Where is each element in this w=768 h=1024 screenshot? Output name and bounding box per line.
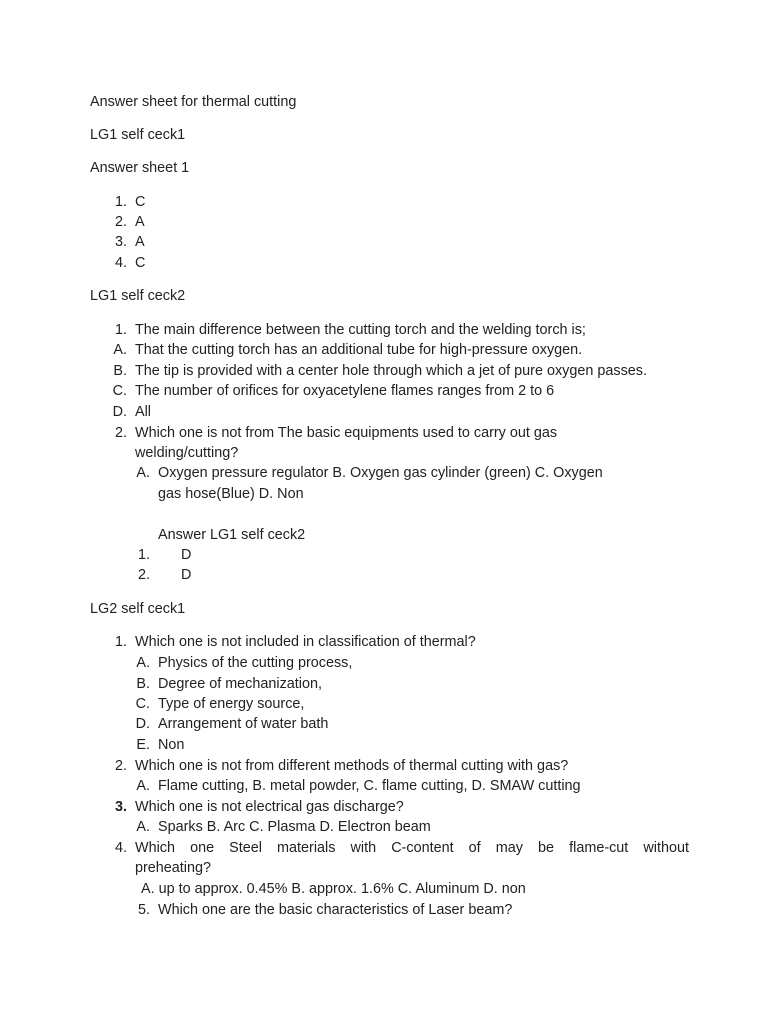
answer-item: D bbox=[181, 567, 192, 583]
option-text: Degree of mechanization, bbox=[158, 676, 322, 692]
option-letter: A. bbox=[136, 655, 150, 671]
option-letter: A. bbox=[136, 465, 150, 481]
document-title: Answer sheet for thermal cutting bbox=[90, 94, 297, 110]
section-heading-lg1-sc2: LG1 self ceck2 bbox=[90, 288, 186, 304]
option-text: The tip is provided with a center hole through which a jet of pure oxygen passes. bbox=[135, 363, 647, 379]
answer-item: A bbox=[135, 214, 145, 230]
option-letter: B. bbox=[113, 363, 127, 379]
list-number: 4. bbox=[114, 255, 127, 271]
section-heading-lg2-sc1: LG2 self ceck1 bbox=[90, 601, 186, 617]
question-text: Which one is not electrical gas discharge? bbox=[135, 799, 404, 815]
option-letter: E. bbox=[136, 737, 150, 753]
option-text: Physics of the cutting process, bbox=[158, 655, 353, 671]
answer-sheet-label: Answer sheet 1 bbox=[90, 160, 190, 176]
option-text: Flame cutting, B. metal powder, C. flame cutting, D. SMAW cutting bbox=[158, 778, 581, 794]
list-number: 2. bbox=[114, 425, 127, 441]
question-text-continued: preheating? bbox=[135, 860, 212, 876]
option-letter: A. bbox=[136, 819, 150, 835]
list-number: 1. bbox=[114, 634, 127, 650]
option-text: That the cutting torch has an additional tube for high-pressure oxygen. bbox=[135, 342, 583, 358]
option-text: Sparks B. Arc C. Plasma D. Electron beam bbox=[158, 819, 431, 835]
answer-item: A bbox=[135, 234, 145, 250]
list-number: 2. bbox=[114, 214, 127, 230]
list-number-bold: 3. bbox=[114, 799, 127, 815]
option-text: The number of orifices for oxyacetylene flames ranges from 2 to 6 bbox=[135, 383, 555, 399]
option-letter: B. bbox=[136, 676, 150, 692]
option-letter: D. bbox=[112, 404, 127, 420]
option-letter: A. bbox=[136, 778, 150, 794]
question-text: Which one are the basic characteristics of Laser beam? bbox=[158, 902, 513, 918]
list-number: 1. bbox=[137, 547, 150, 563]
option-text: Type of energy source, bbox=[158, 696, 305, 712]
option-text: Oxygen pressure regulator B. Oxygen gas cylinder (green) C. Oxygen bbox=[158, 465, 603, 481]
option-text: All bbox=[135, 404, 151, 420]
option-text: Arrangement of water bath bbox=[158, 716, 329, 732]
question-text: Which one is not included in classification of thermal? bbox=[135, 634, 476, 650]
list-number: 5. bbox=[137, 902, 150, 918]
list-number: 3. bbox=[114, 234, 127, 250]
answer-item: D bbox=[181, 547, 192, 563]
list-number: 2. bbox=[114, 758, 127, 774]
option-letter: C. bbox=[135, 696, 150, 712]
option-text: Non bbox=[158, 737, 185, 753]
list-number: 2. bbox=[137, 567, 150, 583]
question-text: Which one is not from different methods of thermal cutting with gas? bbox=[135, 758, 569, 774]
question-text-continued: welding/cutting? bbox=[135, 445, 239, 461]
option-text: A. up to approx. 0.45% B. approx. 1.6% C. Aluminum D. non bbox=[141, 881, 526, 897]
question-text: The main difference between the cutting torch and the welding torch is; bbox=[135, 322, 586, 338]
option-letter: C. bbox=[112, 383, 127, 399]
option-letter: A. bbox=[113, 342, 127, 358]
list-number: 1. bbox=[114, 322, 127, 338]
section-heading-lg1-sc1: LG1 self ceck1 bbox=[90, 127, 186, 143]
answer-heading: Answer LG1 self ceck2 bbox=[158, 527, 306, 543]
list-number: 1. bbox=[114, 194, 127, 210]
answer-item: C bbox=[135, 194, 146, 210]
answer-item: C bbox=[135, 255, 146, 271]
option-letter: D. bbox=[135, 716, 150, 732]
list-number: 4. bbox=[114, 840, 127, 856]
option-text-continued: gas hose(Blue) D. Non bbox=[158, 486, 304, 502]
question-text: Which one is not from The basic equipments used to carry out gas bbox=[135, 425, 558, 441]
question-text: Which one Steel materials with C-content of may be flame-cut without bbox=[135, 840, 689, 856]
